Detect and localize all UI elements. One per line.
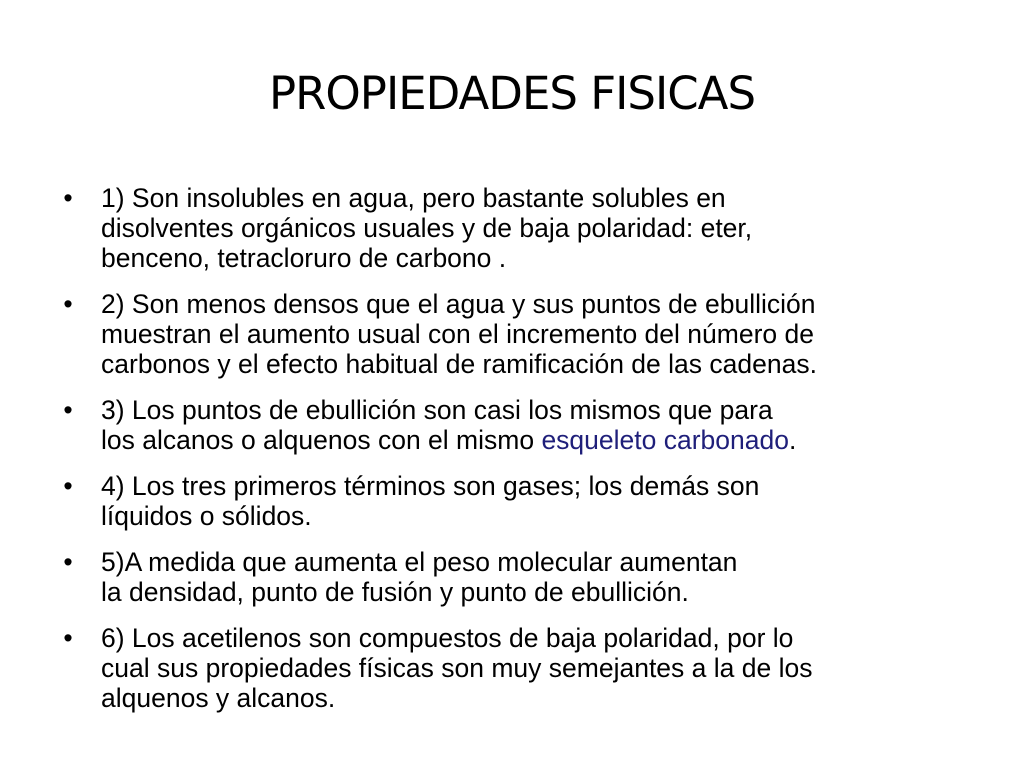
item-text-line: alquenos y alcanos. (101, 683, 336, 713)
item-text-line: 3) Los puntos de ebullición son casi los mismos que para (101, 395, 773, 425)
item-text-line: disolventes orgánicos usuales y de baja polaridad: eter, (101, 213, 753, 243)
item-text-line: 4) Los tres primeros términos son gases; los demás son (101, 471, 760, 501)
item-text-line: muestran el aumento usual con el incremento del número de (101, 319, 814, 349)
bullet-icon: • (63, 547, 73, 577)
list-item (58, 183, 958, 273)
list-item (58, 547, 958, 607)
list-item (58, 471, 958, 531)
item-text-line: 1) Son insolubles en agua, pero bastante solubles en (101, 183, 726, 213)
item-text-line: 6) Los acetilenos son compuestos de baja polaridad, por lo (101, 623, 794, 653)
item-text-segment: . (788, 425, 797, 455)
item-text-line (101, 425, 958, 455)
bullet-icon: • (63, 289, 73, 319)
item-text-line: la densidad, punto de fusión y punto de ebullición. (101, 577, 689, 607)
item-text-line: benceno, tetracloruro de carbono . (101, 243, 507, 273)
item-text-line: cual sus propiedades físicas son muy semejantes a la de los (101, 653, 813, 683)
bullet-icon: • (63, 183, 73, 213)
bullet-icon: • (63, 395, 73, 425)
item-text-line: 2) Son menos densos que el agua y sus puntos de ebullición (101, 289, 816, 319)
item-text-line: carbonos y el efecto habitual de ramificación de las cadenas. (101, 349, 817, 379)
item-text-line: 5)A medida que aumenta el peso molecular aumentan (101, 547, 738, 577)
bullet-list (58, 183, 958, 729)
list-item (58, 623, 958, 713)
bullet-icon: • (63, 471, 73, 501)
list-item (58, 289, 958, 379)
bullet-icon: • (63, 623, 73, 653)
slide-title: PROPIEDADES FISICAS (268, 67, 756, 120)
list-item (58, 395, 958, 455)
item-text-line: líquidos o sólidos. (101, 501, 312, 531)
item-text-segment: los alcanos o alquenos con el mismo (101, 425, 542, 455)
highlighted-term: esqueleto carbonado (541, 425, 789, 455)
